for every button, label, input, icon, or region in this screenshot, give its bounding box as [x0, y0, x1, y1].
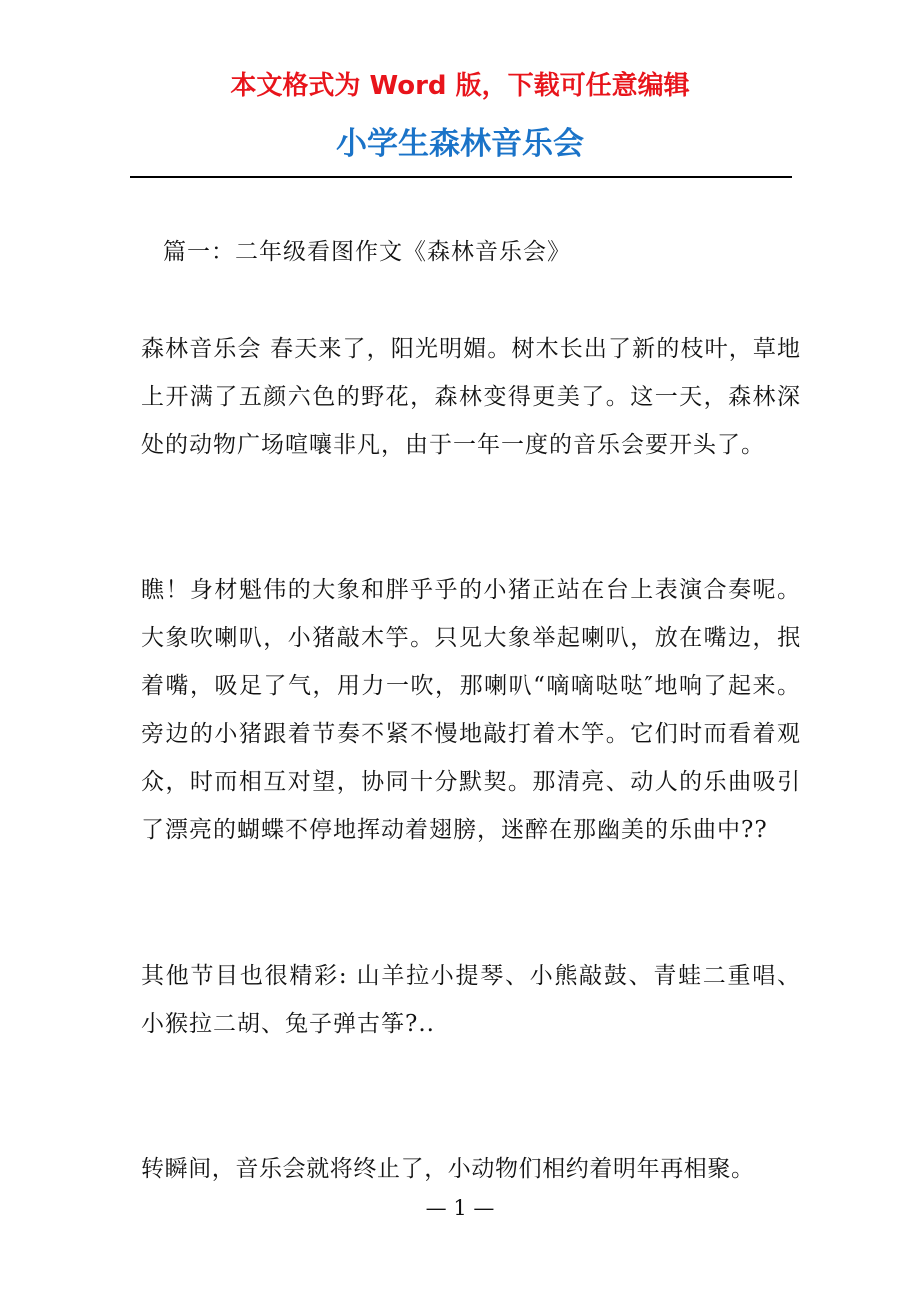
document-title: 小学生森林音乐会: [336, 126, 584, 162]
section-heading: 篇一：二年级看图作文《森林音乐会》: [163, 239, 571, 265]
paragraph-4: 转瞬间，音乐会就将终止了，小动物们相约着明年再相聚。: [141, 1156, 755, 1182]
title-divider: [130, 176, 792, 178]
download-notice: 本文格式为 Word 版，下载可任意编辑: [230, 71, 690, 101]
paragraph-1: 森林音乐会 春天来了，阳光明媚。树木长出了新的枝叶，草地上开满了五颜六色的野花，森林变得更美了。这一天，森林深处的动物广场喧嚷非凡，由于一年一度的音乐会要开头了。: [141, 336, 801, 458]
page-number: — 1 —: [425, 1196, 495, 1220]
paragraph-2: 瞧！身材魁伟的大象和胖乎乎的小猪正站在台上表演合奏呢。大象吹喇叭，小猪敲木竽。只见大象举起喇叭，放在嘴边，抿着嘴，吸足了气，用力一吹，那喇叭“嘀嘀哒哒″地响了起来。旁边的小猪跟着节奏不紧不慢地敲打着木竽。它们时而看着观众，时而相互对望，协同十分默契。那清亮、动人的乐曲吸引了漂亮的蝴蝶不停地挥动着翅膀，迷醉在那幽美的乐曲中??: [141, 577, 801, 843]
paragraph-3: 其他节目也很精彩: 山羊拉小提琴、小熊敲鼓、青蛙二重唱、小猴拉二胡、兔子弹古筝?..: [141, 963, 801, 1037]
